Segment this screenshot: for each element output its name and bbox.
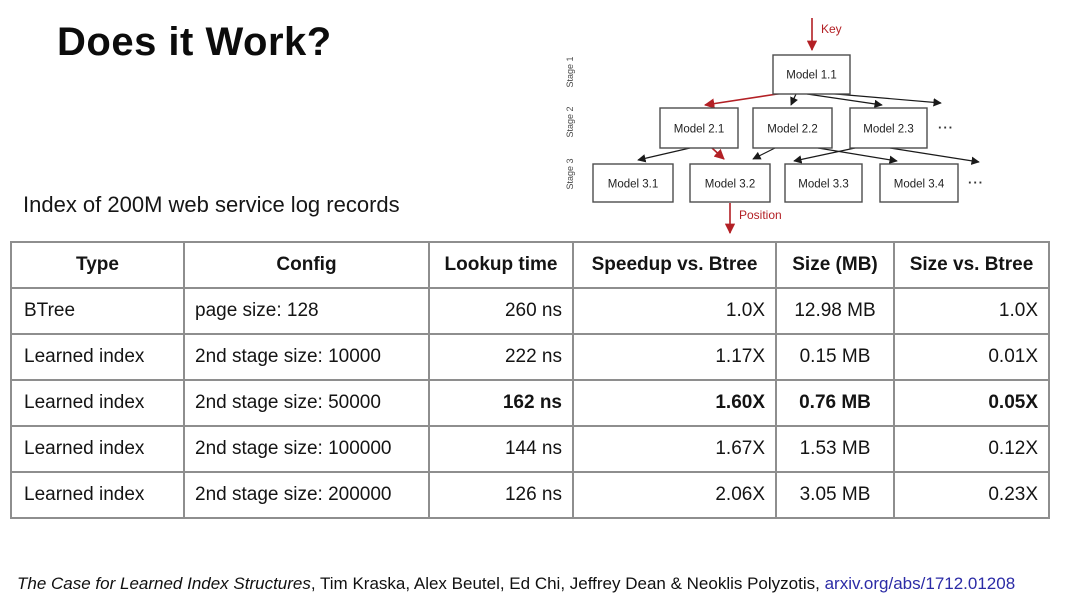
- col-header-type: Type: [11, 242, 184, 288]
- model-2-2-label: Model 2.2: [767, 123, 818, 136]
- cell-config: 2nd stage size: 200000: [184, 472, 429, 518]
- model-2-3-label: Model 2.3: [863, 123, 914, 136]
- cell-size-vs: 0.05X: [894, 380, 1049, 426]
- col-header-speedup: Speedup vs. Btree: [573, 242, 776, 288]
- arxiv-link[interactable]: arxiv.org/abs/1712.01208: [824, 574, 1016, 593]
- cell-config: 2nd stage size: 100000: [184, 426, 429, 472]
- cell-type: Learned index: [11, 472, 184, 518]
- stage-3-ellipsis: ···: [968, 175, 984, 190]
- stage-labels: [565, 56, 575, 189]
- key-label: Key: [821, 22, 842, 36]
- col-header-size-vs: Size vs. Btree: [894, 242, 1049, 288]
- stage-1-label: Stage 1: [565, 56, 575, 88]
- position-label: Position: [739, 208, 782, 222]
- stage-2-label: Stage 2: [565, 106, 575, 138]
- model-3-2-label: Model 3.2: [704, 178, 756, 191]
- model-3-4-node: [880, 164, 958, 202]
- cell-speedup: 1.0X: [573, 288, 776, 334]
- table-row: [11, 380, 1049, 426]
- cell-lookup-time: 144 ns: [429, 426, 573, 472]
- cell-lookup-time: 126 ns: [429, 472, 573, 518]
- stage-2-ellipsis: ···: [938, 120, 954, 135]
- cell-size-vs: 0.01X: [894, 334, 1049, 380]
- model-3-2-node: [690, 164, 770, 202]
- cell-size-mb: 3.05 MB: [776, 472, 894, 518]
- cell-type: Learned index: [11, 334, 184, 380]
- table-header-row: [11, 242, 1049, 288]
- cell-speedup: 1.17X: [573, 334, 776, 380]
- subtitle: Index of 200M web service log records: [23, 192, 400, 217]
- model-3-1-label: Model 3.1: [607, 178, 659, 191]
- cell-type: Learned index: [11, 426, 184, 472]
- cell-size-mb: 0.76 MB: [776, 380, 894, 426]
- cell-speedup: 2.06X: [573, 472, 776, 518]
- cell-size-vs: 0.12X: [894, 426, 1049, 472]
- model-2-3-node: [850, 108, 927, 148]
- cell-size-mb: 0.15 MB: [776, 334, 894, 380]
- model-3-4-label: Model 3.4: [893, 178, 945, 191]
- table-row: [11, 426, 1049, 472]
- cell-size-vs: 0.23X: [894, 472, 1049, 518]
- stage-3-label: Stage 3: [565, 158, 575, 190]
- table-row: [11, 472, 1049, 518]
- col-header-lookup-time: Lookup time: [429, 242, 573, 288]
- citation-authors: , Tim Kraska, Alex Beutel, Ed Chi, Jeffrey Dean & Neoklis Polyzotis,: [310, 574, 825, 593]
- cell-config: 2nd stage size: 10000: [184, 334, 429, 380]
- cell-size-vs: 1.0X: [894, 288, 1049, 334]
- col-header-config: Config: [184, 242, 429, 288]
- model-1-1-node: [773, 55, 850, 94]
- page-title: Does it Work?: [57, 20, 332, 64]
- paper-title: The Case for Learned Index Structures: [17, 574, 311, 593]
- table-row: [11, 288, 1049, 334]
- cell-lookup-time: 260 ns: [429, 288, 573, 334]
- cell-type: Learned index: [11, 380, 184, 426]
- cell-lookup-time: 222 ns: [429, 334, 573, 380]
- cell-type: BTree: [11, 288, 184, 334]
- cell-size-mb: 12.98 MB: [776, 288, 894, 334]
- cell-config: page size: 128: [184, 288, 429, 334]
- results-table: [10, 241, 1050, 519]
- table-row: [11, 334, 1049, 380]
- learned-index-diagram: [560, 0, 1080, 240]
- cell-speedup: 1.60X: [573, 380, 776, 426]
- cell-speedup: 1.67X: [573, 426, 776, 472]
- cell-lookup-time: 162 ns: [429, 380, 573, 426]
- model-1-1-label: Model 1.1: [786, 69, 837, 82]
- cell-config: 2nd stage size: 50000: [184, 380, 429, 426]
- model-2-1-node: [660, 108, 738, 148]
- col-header-size-mb: Size (MB): [776, 242, 894, 288]
- model-2-2-node: [753, 108, 832, 148]
- cell-size-mb: 1.53 MB: [776, 426, 894, 472]
- model-3-3-label: Model 3.3: [798, 178, 849, 191]
- citation: [17, 574, 1015, 594]
- model-3-3-node: [785, 164, 862, 202]
- model-3-1-node: [593, 164, 673, 202]
- model-2-1-label: Model 2.1: [673, 123, 725, 136]
